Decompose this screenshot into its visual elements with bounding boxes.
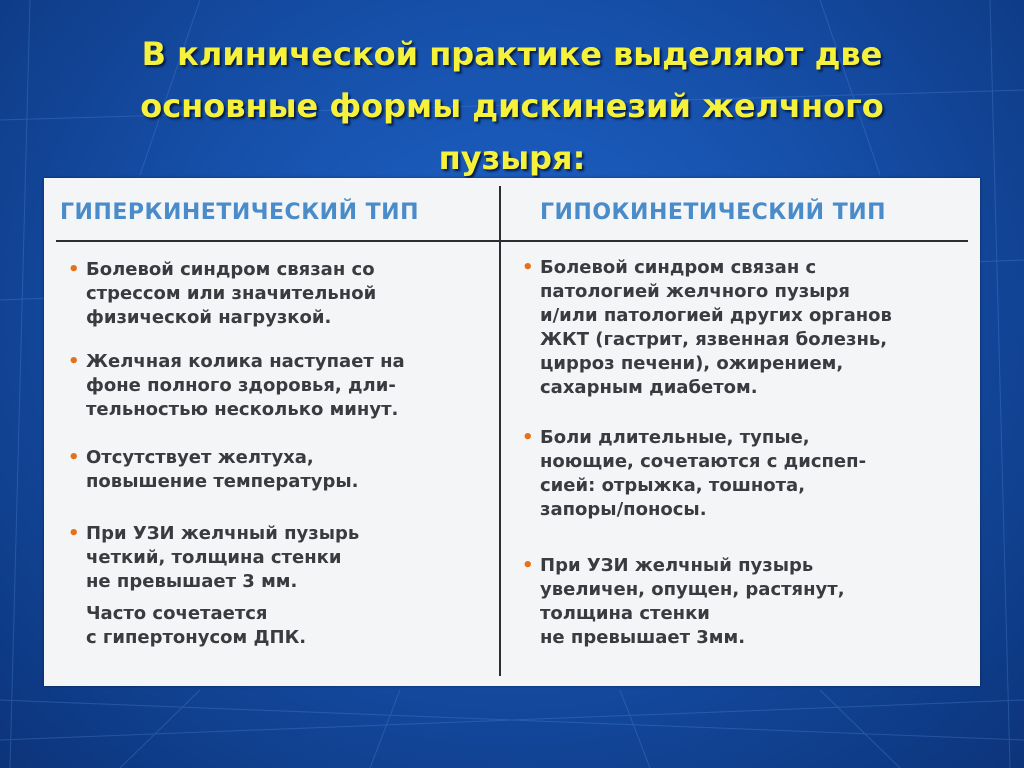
list-item-line: повышение температуры. [86,471,359,492]
left-item-jaundice [66,446,359,494]
bullet-icon: • [68,523,80,544]
list-item-line: Отсутствует желтуха, [86,447,314,468]
list-item-line: патологией желчного пузыря [540,281,850,302]
list-item-line: сией: отрыжка, тошнота, [540,475,806,496]
list-item-line: стрессом или значительной [86,283,377,304]
right-column-heading: ГИПОКИНЕТИЧЕСКИЙ ТИП [540,200,887,225]
list-item-line: запоры/поносы. [540,499,707,520]
list-item-line: не превышает 3 мм. [86,571,298,592]
bullet-icon: • [68,259,80,280]
bullet-icon: • [68,447,80,468]
list-item-line: ЖКТ (гастрит, язвенная болезнь, [540,329,888,350]
list-item-line: Часто сочетается [86,603,268,624]
title-line-3: пузыря: [438,139,586,177]
header-divider [56,240,968,242]
list-item-line: и/или патологией других органов [540,305,892,326]
bullet-icon: • [522,555,534,576]
list-item-line: Болевой синдром связан с [540,257,817,278]
list-item-line: При УЗИ желчный пузырь [86,523,360,544]
list-item-line: сахарным диабетом. [540,377,758,398]
left-column-heading: ГИПЕРКИНЕТИЧЕСКИЙ ТИП [60,200,419,225]
list-item-line: не превышает 3мм. [540,627,746,648]
list-item-line: четкий, толщина стенки [86,547,342,568]
list-item-line: с гипертонусом ДПК. [86,627,307,648]
title-line-1: В клинической практике выделяют две [141,35,883,73]
list-item-line: ноющие, сочетаются с диспеп- [540,451,867,472]
list-item-line: физической нагрузкой. [86,307,332,328]
list-item-line: толщина стенки [540,603,710,624]
bullet-icon: • [522,427,534,448]
left-item-pain [66,258,376,330]
list-item-line: При УЗИ желчный пузырь [540,555,814,576]
right-item-pain-character [520,426,866,522]
left-item-ultrasound [66,522,359,650]
left-item-colic [66,350,405,422]
bullet-icon: • [68,351,80,372]
title-line-2: основные формы дискинезий желчного [140,87,884,125]
comparison-table [44,178,980,686]
slide-title [60,28,964,184]
bullet-icon: • [522,257,534,278]
list-item-line: Болевой синдром связан со [86,259,375,280]
list-item-line: увеличен, опущен, растянут, [540,579,845,600]
list-item-line: Боли длительные, тупые, [540,427,810,448]
list-item-line: фоне полного здоровья, дли- [86,375,396,396]
right-item-pain [520,256,892,400]
list-item-line: тельностью несколько минут. [86,399,399,420]
right-item-ultrasound [520,554,845,650]
list-item-line: Желчная колика наступает на [86,351,405,372]
list-item-line: цирроз печени), ожирением, [540,353,844,374]
column-divider [499,186,501,676]
